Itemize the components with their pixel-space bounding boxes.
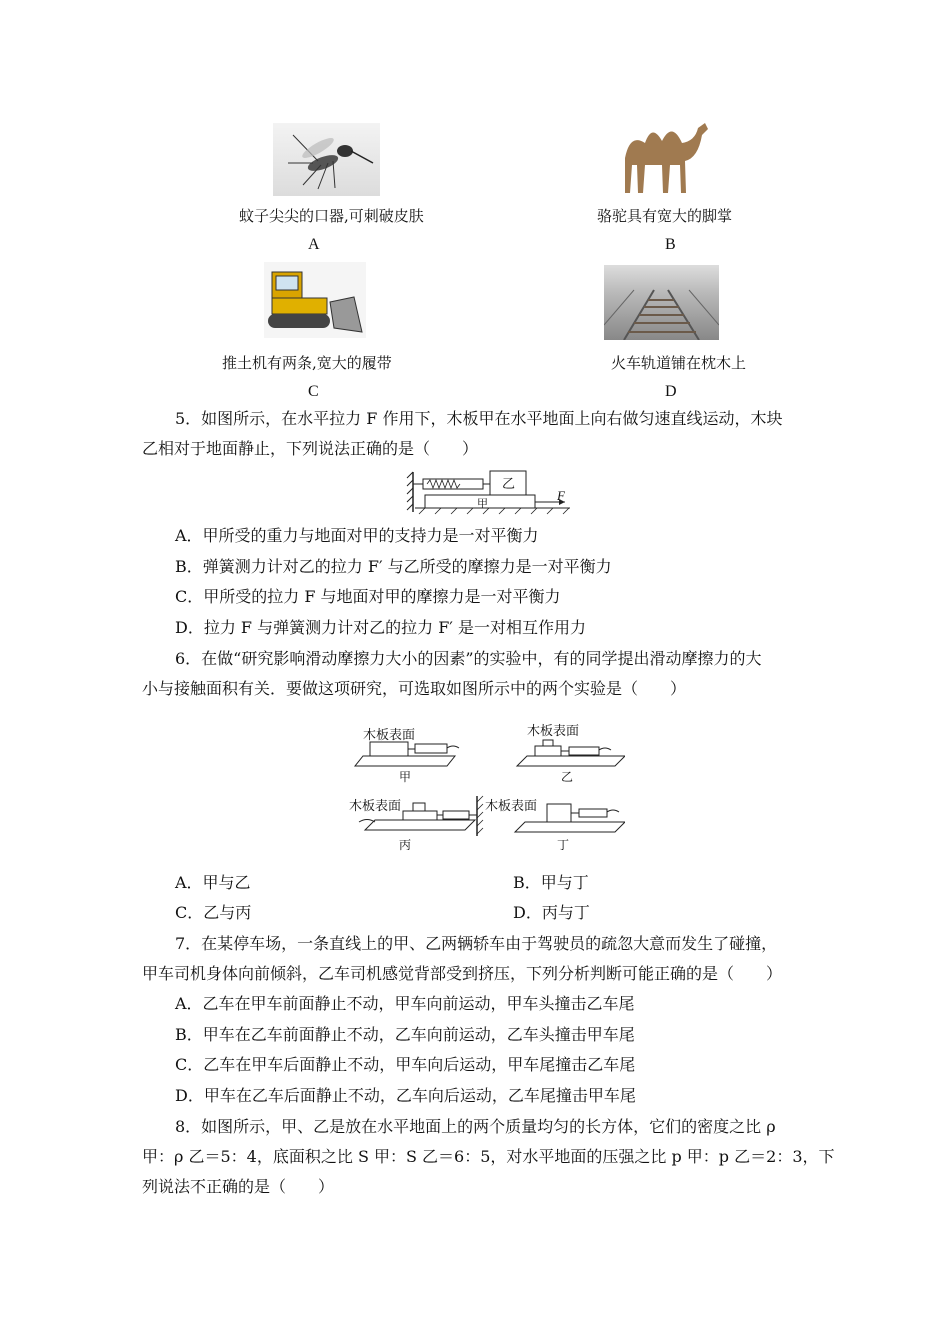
picture-letter-b: B [665, 236, 676, 253]
mosquito-photo [273, 123, 380, 196]
q6-fig-label-jia: 甲 [399, 770, 412, 784]
q6-fig-label-bing: 丙 [399, 838, 412, 852]
picture-caption-b: 骆驼具有宽大的脚掌 [597, 207, 733, 225]
railway-photo [604, 265, 719, 340]
q7-stem-line2: 甲车司机身体向前倾斜，乙车司机感觉背部受到挤压，下列分析判断可能正确的是（ ） [142, 964, 783, 983]
q6-option-c: C．乙与丙 [175, 903, 252, 922]
q6-option-d: D．丙与丁 [513, 903, 590, 922]
q6-fig-surface-bing: 木板表面 [349, 799, 402, 814]
q7-option-a: A．乙车在甲车前面静止不动，甲车向前运动，甲车头撞击乙车尾 [175, 994, 635, 1013]
picture-caption-c: 推土机有两条,宽大的履带 [222, 354, 392, 372]
bulldozer-photo [264, 262, 366, 338]
q7-option-d: D．甲车在乙车后面静止不动，乙车向后运动，乙车尾撞击甲车尾 [175, 1086, 636, 1105]
q6-figure [335, 712, 625, 860]
q7-option-b: B．甲车在乙车前面静止不动，乙车向前运动，乙车头撞击甲车尾 [175, 1025, 635, 1044]
q7-stem-line1: 7．在某停车场，一条直线上的甲、乙两辆轿车由于驾驶员的疏忽大意而发生了碰撞， [175, 934, 778, 953]
q5-fig-label-yi: 乙 [502, 477, 516, 492]
q5-fig-label-f: F [557, 488, 565, 503]
q8-stem-line2: 甲：ρ 乙＝5：4，底面积之比 S 甲：S 乙＝6：5，对水平地面的压强之比 p 甲：p 乙＝2：3，下 [142, 1147, 835, 1166]
q6-fig-label-ding: 丁 [557, 838, 570, 852]
q6-option-a: A．甲与乙 [175, 873, 251, 892]
q5-option-d: D．拉力 F 与弹簧测力计对乙的拉力 F′ 是一对相互作用力 [175, 618, 587, 637]
q7-option-c: C．乙车在甲车后面静止不动，甲车向后运动，甲车尾撞击乙车尾 [175, 1055, 636, 1074]
q8-stem-line3: 列说法不正确的是（ ） [142, 1177, 335, 1196]
q5-stem-line2: 乙相对于地面静止，下列说法正确的是（ ） [142, 439, 479, 458]
q6-option-b: B．甲与丁 [513, 873, 589, 892]
q5-stem-line1: 5．如图所示，在水平拉力 F 作用下，木板甲在水平地面上向右做匀速直线运动，木块 [175, 409, 783, 428]
picture-caption-d: 火车轨道铺在枕木上 [611, 354, 747, 372]
q5-option-c: C．甲所受的拉力 F 与地面对甲的摩擦力是一对平衡力 [175, 587, 561, 606]
camel-photo [610, 113, 716, 198]
q5-fig-label-jia: 甲 [477, 497, 488, 510]
picture-letter-c: C [308, 383, 319, 400]
q8-stem-line1: 8．如图所示，甲、乙是放在水平地面上的两个质量均匀的长方体，它们的密度之比 ρ [175, 1117, 776, 1136]
q5-figure [405, 464, 575, 519]
q6-fig-surface-ding: 木板表面 [485, 799, 538, 814]
q5-option-b: B．弹簧测力计对乙的拉力 F′ 与乙所受的摩擦力是一对平衡力 [175, 557, 612, 576]
q6-stem-line2: 小与接触面积有关．要做这项研究，可选取如图所示中的两个实验是（ ） [142, 679, 687, 698]
picture-letter-d: D [665, 383, 677, 400]
q6-fig-label-yi: 乙 [561, 770, 574, 784]
picture-caption-a: 蚊子尖尖的口器,可刺破皮肤 [239, 207, 424, 225]
q6-fig-surface-yi: 木板表面 [527, 724, 580, 739]
q5-option-a: A．甲所受的重力与地面对甲的支持力是一对平衡力 [175, 526, 539, 545]
q6-stem-line1: 6．在做“研究影响滑动摩擦力大小的因素”的实验中，有的同学提出滑动摩擦力的大 [175, 649, 762, 668]
picture-letter-a: A [308, 236, 320, 253]
q6-fig-surface-jia: 木板表面 [363, 728, 416, 743]
